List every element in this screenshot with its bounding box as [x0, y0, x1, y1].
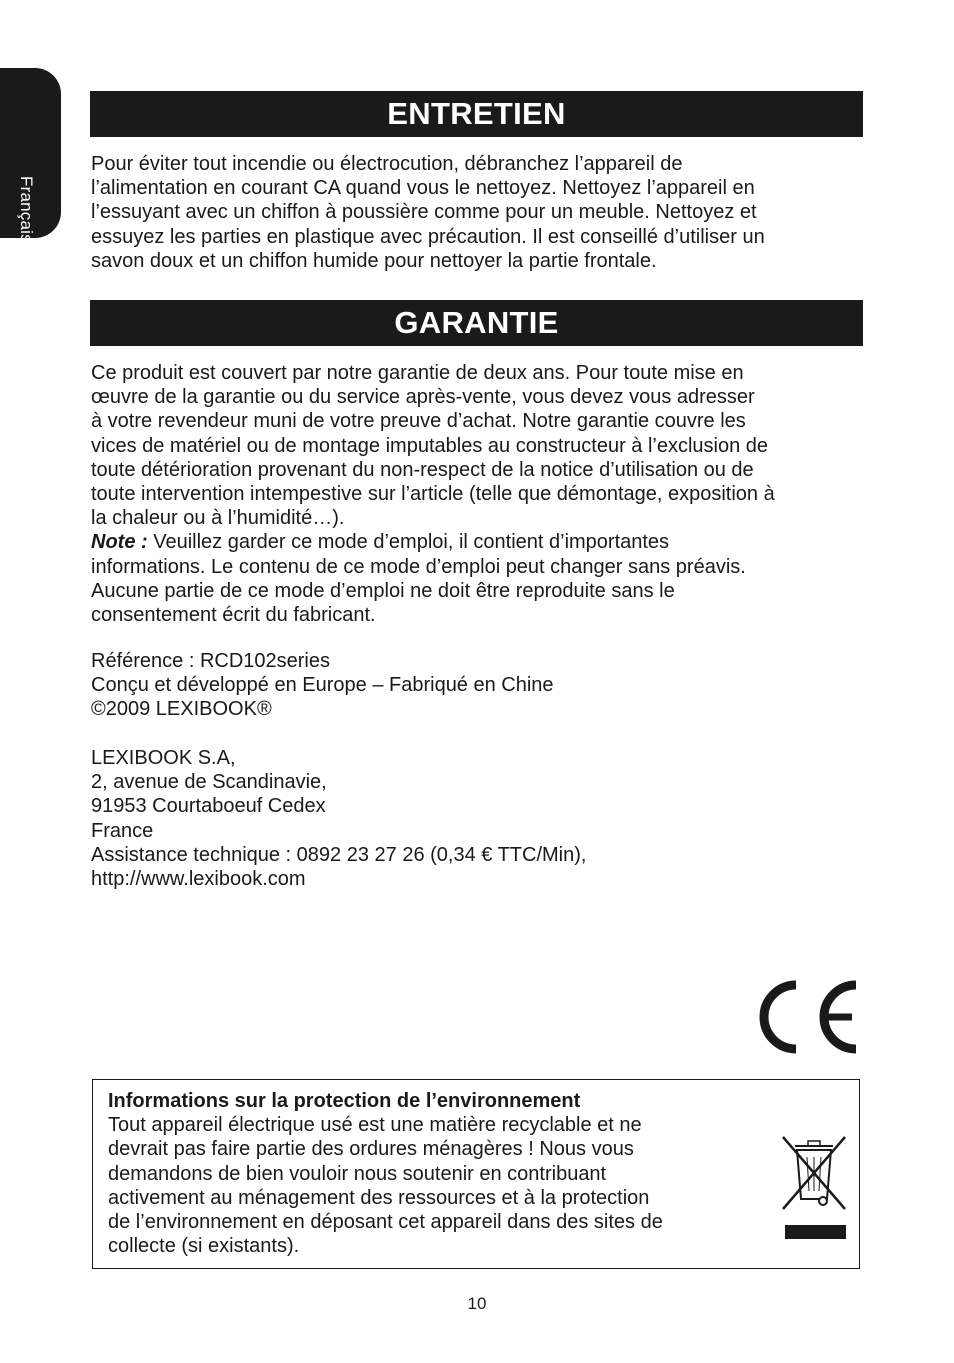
note-label: Note :	[91, 531, 148, 554]
support-phone: Assistance technique : 0892 23 27 26 (0,34 € TTC/Min),	[91, 843, 587, 866]
ce-mark-icon	[752, 977, 862, 1057]
environment-line: de l’environnement en déposant cet appareil dans des sites de	[108, 1211, 663, 1234]
address-country: France	[91, 819, 154, 842]
website-link[interactable]: http://www.lexibook.com	[91, 868, 306, 891]
entretien-paragraph	[91, 152, 866, 273]
page-number: 10	[467, 1294, 487, 1313]
environment-line: activement au ménagement des ressources et à la protection	[108, 1186, 650, 1209]
language-tab-label: Français	[17, 176, 36, 243]
note-text: Veuillez garder ce mode d’emploi, il contient d’importantes	[147, 531, 670, 554]
environment-info-box	[92, 1079, 860, 1269]
note-first-line	[91, 530, 866, 554]
entretien-heading: ENTRETIEN	[90, 91, 863, 137]
note-line: informations. Le contenu de ce mode d’emploi peut changer sans préavis.	[91, 555, 746, 578]
entretien-line: l’alimentation en courant CA quand vous le nettoyez. Nettoyez l’appareil en	[91, 177, 755, 200]
environment-line: Tout appareil électrique usé est une matière recyclable et ne	[108, 1114, 642, 1137]
entretien-line: savon doux et un chiffon humide pour nettoyer la partie frontale.	[91, 249, 657, 272]
garantie-line: toute détérioration provenant du non-respect de la notice d’utilisation ou de	[91, 458, 754, 481]
environment-line: collecte (si existants).	[108, 1235, 300, 1258]
address-city: 91953 Courtaboeuf Cedex	[91, 795, 326, 818]
environment-title: Informations sur la protection de l’environnement	[108, 1090, 581, 1112]
product-reference: Référence : RCD102series	[91, 650, 330, 672]
crossed-out-wheelie-bin-icon	[779, 1133, 849, 1243]
language-side-tab	[0, 68, 61, 243]
garantie-line: la chaleur ou à l’humidité…).	[91, 507, 345, 530]
garantie-line: à votre revendeur muni de votre preuve d’achat. Notre garantie couvre les	[91, 410, 746, 433]
company-address	[91, 746, 866, 891]
note-line: Aucune partie de ce mode d’emploi ne doit être reproduite sans le	[91, 579, 675, 602]
company-name: LEXIBOOK S.A,	[91, 747, 236, 769]
garantie-line: œuvre de la garantie ou du service après-vente, vous devez vous adresser	[91, 386, 755, 409]
environment-line: devrait pas faire partie des ordures ménagères ! Nous vous	[108, 1138, 634, 1161]
entretien-line: Pour éviter tout incendie ou électrocution, débranchez l’appareil de	[91, 153, 683, 175]
garantie-line: toute intervention intempestive sur l’article (telle que démontage, exposition à	[91, 483, 775, 506]
entretien-line: essuyez les parties en plastique avec précaution. Il est conseillé d’utiliser un	[91, 225, 765, 248]
entretien-line: l’essuyant avec un chiffon à poussière comme pour un meuble. Nettoyez et	[91, 201, 757, 224]
garantie-line: Ce produit est couvert par notre garantie de deux ans. Pour toute mise en	[91, 362, 744, 384]
note-line: consentement écrit du fabricant.	[91, 604, 376, 627]
garantie-paragraph	[91, 361, 866, 627]
garantie-heading: GARANTIE	[90, 300, 863, 346]
product-copyright: ©2009 LEXIBOOK®	[91, 698, 272, 721]
product-origin: Conçu et développé en Europe – Fabriqué en Chine	[91, 674, 554, 697]
product-info	[91, 649, 866, 722]
address-street: 2, avenue de Scandinavie,	[91, 771, 327, 794]
garantie-line: vices de matériel ou de montage imputables au constructeur à l’exclusion de	[91, 434, 769, 457]
environment-text	[108, 1089, 663, 1258]
environment-line: demandons de bien vouloir nous soutenir en contribuant	[108, 1162, 607, 1185]
